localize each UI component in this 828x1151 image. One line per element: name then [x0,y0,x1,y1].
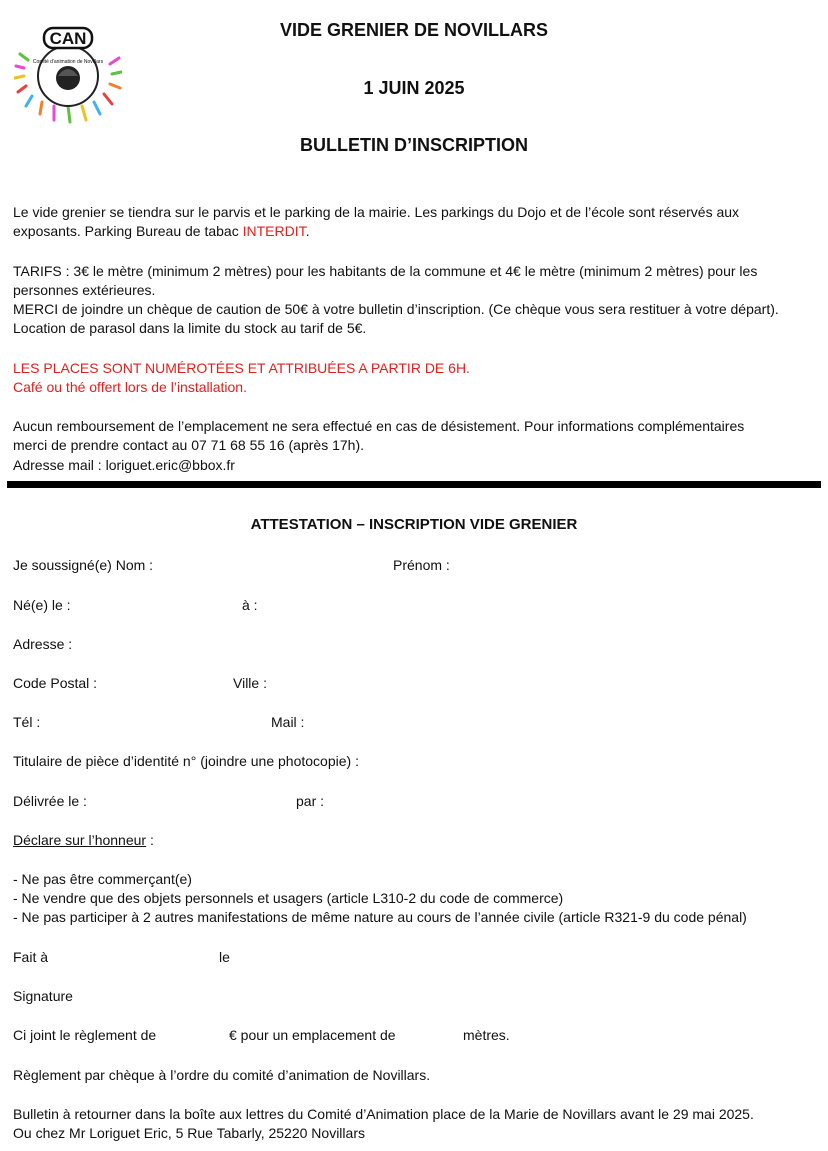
caution-text: MERCI de joindre un chèque de caution de 50€ à votre bulletin d’inscription. (Ce chèque vous sera restituer à votre départ). [13,301,779,317]
retour-line-1: Bulletin à retourner dans la boîte aux lettres du Comité d’Animation place de la Marie de Novillars avant le 29 mai 2025. [13,1106,754,1122]
interdit-text: INTERDIT [242,223,306,239]
parasol-text: Location de parasol dans la limite du stock au tarif de 5€. [13,320,367,336]
period-text: . [305,223,310,239]
document-subtitle: BULLETIN D’INSCRIPTION [300,135,528,155]
cheque-text: Règlement par chèque à l’ordre du comité d’animation de Novillars. [13,1067,431,1083]
places-notice: LES PLACES SONT NUMÉROTÉES ET ATTRIBUÉES A PARTIR DE 6H. [13,360,470,376]
le-label: le [219,949,230,965]
form-title: ATTESTATION – INSCRIPTION VIDE GRENIER [250,516,578,533]
piece-identite-label: Titulaire de pièce d’identité n° (joindre une photocopie) : [13,753,359,769]
info-paragraph-1-line-2 [13,222,813,241]
birth-place-label: à : [242,597,258,613]
declaration-1: - Ne pas être commerçant(e) [13,871,192,887]
declare-heading [13,831,154,850]
cafe-notice: Café ou thé offert lors de l’installation. [13,379,247,395]
logo-text: CAN [49,29,87,48]
mail-label: Mail : [271,714,305,730]
emplacement-label: € pour un emplacement de [229,1027,396,1043]
code-postal-label: Code Postal : [13,675,98,691]
metres-label: mètres. [463,1027,510,1043]
delivree-label: Délivrée le : [13,793,87,809]
declaration-3: - Ne pas participer à 2 autres manifestations de même nature au cours de l’année civile (article R321-9 du code pénal) [13,909,747,925]
signature-label: Signature [13,988,73,1004]
tarifs-line-2: personnes extérieures. [13,282,156,298]
tarifs-line-1: TARIFS : 3€ le mètre (minimum 2 mètres) pour les habitants de la commune et 4€ le mètre (minimum 2 mètres) pour les [13,263,758,279]
remboursement-line-1: Aucun remboursement de l’emplacement ne sera effectué en cas de désistement. Pour informations complémentaires [13,418,745,434]
document-title: VIDE GRENIER DE NOVILLARS [279,20,549,40]
birth-date-label: Né(e) le : [13,597,71,613]
tel-label: Tél : [13,714,41,730]
nom-label: Je soussigné(e) Nom : [13,557,154,573]
reglement-label: Ci joint le règlement de [13,1027,157,1043]
section-divider [7,481,821,488]
ville-label: Ville : [233,675,267,691]
declare-text: Déclare sur l’honneur [13,832,147,848]
adresse-label: Adresse : [13,636,73,652]
parking-text: exposants. Parking Bureau de tabac [13,223,243,239]
declaration-2: - Ne vendre que des objets personnels et usagers (article L310-2 du code de commerce) [13,890,564,906]
fait-a-label: Fait à [13,949,49,965]
can-logo [14,26,122,126]
logo-subtitle: Comité d'animation de Novillars [32,59,104,65]
retour-line-2: Ou chez Mr Loriguet Eric, 5 Rue Tabarly, 25220 Novillars [13,1125,365,1141]
event-date: 1 JUIN 2025 [363,78,465,98]
info-paragraph-1-line-1: Le vide grenier se tiendra sur le parvis et le parking de la mairie. Les parkings du Dojo et de l’école sont réservés aux [13,204,740,220]
remboursement-line-2: merci de prendre contact au 07 71 68 55 16 (après 17h). [13,437,364,453]
contact-email: Adresse mail : loriguet.eric@bbox.fr [13,457,235,473]
declare-colon: : [146,832,154,848]
prenom-label: Prénom : [393,557,450,573]
par-label: par : [296,793,325,809]
